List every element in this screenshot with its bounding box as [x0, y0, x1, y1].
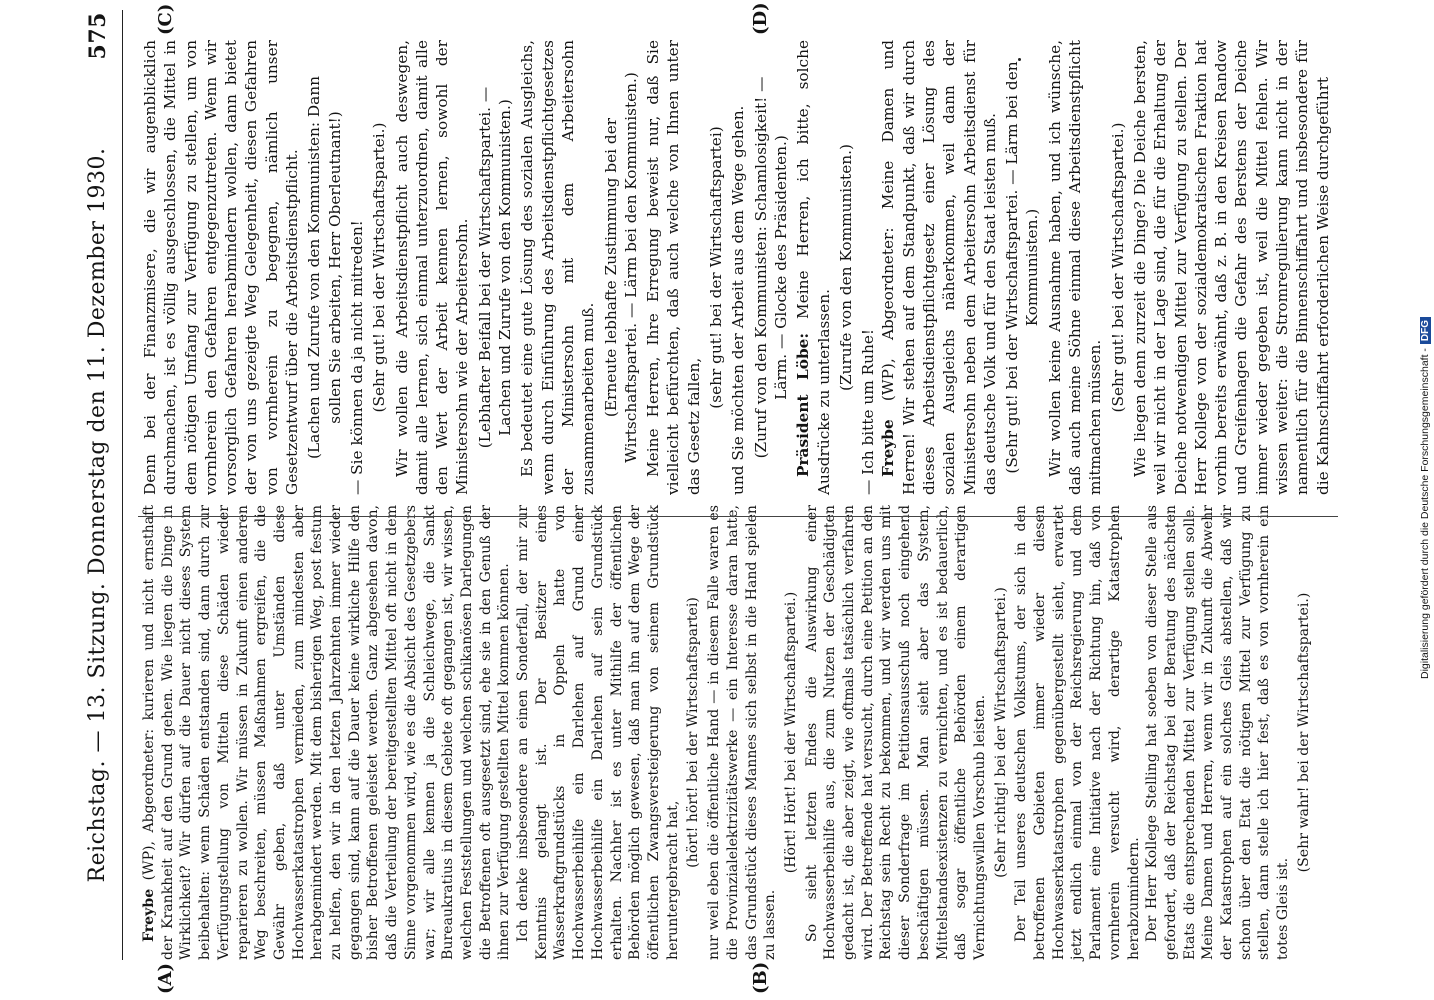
interjection	[782, 505, 801, 960]
side-note	[1410, 8, 1434, 988]
margin-mark-d: (D)	[750, 2, 771, 35]
paragraph-text: (WP), Abgeordneter: Meine Damen und Herren! Wir stehen auf dem Standpunkt, daß wir durch dieses Arbeitsdienstpflichtgesetz einer Lösung des sozialen Ausgleichs näherkommen, weil dann der Ministersohn neben dem Arbeitersohn Arbeitsdienst für das deutsche Volk und für den Staat leisten muß.	[879, 40, 999, 495]
header-title: Reichstag. — 13. Sitzung. Donnerstag den 11. Dezember 1930.	[85, 147, 110, 883]
paragraph-text: und Sie möchten der Arbeit aus dem Wege gehen.	[729, 105, 748, 495]
speaker-name: Freybe	[879, 419, 898, 477]
paragraph-text: (Hört! Hört! bei der Wirtschaftspartei.)	[782, 591, 799, 874]
interjection	[992, 505, 1011, 960]
paragraph-text: Wir wollen die Arbeitsdienstpflicht auch deswegen, damit alle lernen, sich einmal unterzuordnen, damit alle den Wert der Arbeit kennen lernen, sowohl der Ministersohn wie der Arbeitersohn.	[392, 40, 472, 495]
paragraph	[140, 40, 302, 495]
paragraph-text: Ich denke insbesondere an einen Sonderfall, der mir zur Kenntnis gelangt ist. Der Besitzer eines Wasserkraftgrundstücks in Oppeln hatte von Hochwasserbeihilfe ein Darlehen auf Grund einer Hochwasserbeihilfe ein Darlehen auf sein Grundstück erhalten. Nachher ist es unter Mithilfe der öffentlichen Behörden möglich gewesen, daß man ihn auf dem Wege der öffentlichen Zwangsversteigerung von seinem Grundstück heruntergebracht hat,	[515, 505, 681, 960]
scan-speck	[1018, 58, 1021, 61]
paragraph	[728, 40, 748, 495]
paragraph-text: (Sehr richtig! bei der Wirtschaftspartei.)	[992, 587, 1009, 878]
paragraph	[514, 505, 682, 960]
paragraph-text: (Lachen und Zurufe von den Kommunisten: Dann sollen Sie arbeiten, Herr Oberleutnant!)	[305, 76, 344, 459]
margin-mark-b: (B)	[750, 961, 771, 994]
paragraph-text: (Sehr gut! bei der Wirtschaftspartei.)	[370, 122, 389, 413]
interjection	[684, 505, 703, 960]
speaker-name: Freybe	[141, 888, 157, 942]
left-column	[140, 505, 1316, 960]
rotated-page-content	[60, 0, 1360, 1000]
paragraph-text: So sieht letzten Endes die Auswirkung einer Hochwasserbeihilfe aus, die zum Nutzen der Geschädigten gedacht ist, die aber zeigt, wie oftmals tatsächlich verfahren wird. Der Betreffende hat versucht, durch eine Petition an den Reichstag sein Recht zu bekommen, und wir werden uns mit dieser Sonderfrage im Petitionsausschuß noch eingehend beschäftigen müssen. Man sieht aber das System, Mittelstandsexistenzen zu vernichten, und es ist bedauerlich, daß sogar öffentliche Behörden einem derartigen Vernichtungswillen Vorschub leisten.	[803, 505, 988, 960]
interjection	[369, 40, 389, 495]
paragraph	[1012, 505, 1143, 960]
paragraph-text: nur weil eben die öffentliche Hand — in diesem Falle waren es die Provinzialelektrizitätswerke — ein Interesse daran hatte, das Grundstück dieses Mannes sich selbst in die Hand spielen zu lassen.	[706, 505, 779, 960]
paragraph-text: Denn bei der Finanzmisere, die wir augenblicklich durchmachen, ist es völlig ausgeschlossen, die Mittel in dem nötigen Umfang zur Verfügung zu stellen, um von vornherein den Gefahren entgegenzutreten. Wenn wir vorsorglich Gefahren herabmindern wollen, dann bietet der von uns gezeigte Weg Gelegenheit, diesen Gefahren von vornherein zu begegnen, nämlich unser Gesetzentwurf über die Arbeitsdienstpflicht.	[141, 40, 302, 495]
paragraph	[793, 40, 834, 495]
side-note-label: Digitalisierung gefördert durch die Deutsche Forschungsgemeinschaft -	[1419, 348, 1431, 680]
paragraph-text: Wir wollen keine Ausnahme haben, und ich wünsche, daß auch meine Söhne einmal diese Arbeitsdienstpflicht mitmachen müssen.	[1045, 40, 1105, 495]
interjection	[475, 40, 516, 495]
interjection	[751, 40, 792, 495]
paragraph	[140, 505, 514, 960]
interjection	[1002, 40, 1043, 495]
interjection	[601, 40, 642, 495]
paragraph-text: (Sehr wahr! bei der Wirtschaftspartei.)	[1295, 592, 1312, 873]
paragraph-text: Meine Herren, Ihre Erregung beweist nur, daß Sie vielleicht befürchten, daß auch welche von Ihnen unter das Gesetz fallen,	[644, 40, 703, 495]
paragraph	[1045, 40, 1106, 495]
interjection	[304, 40, 345, 495]
paragraph-text: (WP), Abgeordneter: kurieren und nicht ernsthaft der Krankheit auf den Grund gehen. Wie liegen die Dinge in Wirklichkeit? Wir dürfen auf die Dauer nicht dieses System beibehalten: wenn Schäden entstanden sind, dann durch zur Verfügungstellung von Mitteln diese Schäden wieder reparieren zu wollen. Wir müssen in Zukunft einen anderen Weg beschreiten, müssen Maßnahmen ergreifen, die die Gewähr geben, daß unter Umständen diese Hochwasserkatastrophen vermieden, zum mindesten aber herabgemindert werden. Mit dem bisherigen Weg, post festum zu helfen, den wir in den letzten Jahrzehnten immer wieder gegangen sind, kann auf die Dauer keine wirkliche Hilfe den bisher Betroffenen geleistet werden. Ganz abgesehen davon, daß die Verteilung der bereitgestellten Mittel oft nicht in dem Sinne vorgenommen wird, wie es die Absicht des Gesetzgebers war; wir alle kennen ja die Schleichwege, die Sankt Bureaukratius in diesem Gebiete oft gegangen ist, wir wissen, welchen Feststellungen und welchen schikanösen Darlegungen die Betroffenen oft ausgesetzt sind, ehe sie in den Genuß der ihnen zur Verfügung gestellten Mittel kommen können.	[141, 505, 513, 960]
paragraph-text: (hört! hört! bei der Wirtschaftspartei)	[685, 597, 702, 868]
dfg-logo: DFG	[1420, 317, 1431, 344]
page-header	[85, 0, 125, 1000]
paragraph-text: Es bedeutet eine gute Lösung des sozialen Ausgleichs, wenn durch Einführung des Arbeitsdienstpflichtgesetzes der Ministersohn mit dem Arbeitersohn zusammenarbeiten muß.	[518, 40, 598, 495]
column-divider	[138, 516, 1338, 517]
margin-mark-c: (C)	[155, 3, 176, 35]
paragraph-text: (Erneute lebhafte Zustimmung bei der Wirtschaftspartei. — Lärm bei den Kommunisten.)	[601, 72, 640, 463]
paragraph-text: Meine Herren, ich bitte, solche Ausdrücke zu unterlassen.	[794, 40, 833, 495]
interjection	[1108, 40, 1128, 495]
paragraph	[705, 505, 780, 960]
margin-mark-a: (A)	[155, 963, 176, 994]
paragraph	[803, 505, 990, 960]
interjection	[1295, 505, 1314, 960]
paragraph	[643, 40, 704, 495]
header-rule	[122, 10, 123, 960]
paragraph-text: — Sie können da ja nicht mitreden!	[347, 220, 366, 495]
paragraph	[878, 40, 1000, 495]
paragraph	[517, 40, 598, 495]
paragraph	[858, 40, 878, 495]
paragraph-text: (Sehr gut! bei der Wirtschaftspartei. — Lärm bei den Kommunisten.)	[1003, 61, 1042, 474]
paragraph-text: (sehr gut! bei der Wirtschaftspartei)	[707, 126, 726, 409]
paragraph-text: Der Teil unseres deutschen Volkstums, der sich in den betroffenen Gebieten immer wieder diesen Hochwasserkatastrophen gegenübergestellt sieht, erwartet jetzt endlich einmal von der Reichsregierung und dem Parlament eine Initiative nach der Richtung hin, daß von vornherein versucht wird, derartige Katastrophen herabzumindern.	[1013, 505, 1142, 960]
paragraph-text: (Zuruf von den Kommunisten: Schamlosigkeit! — Lärm. — Glocke des Präsidenten.)	[751, 76, 790, 459]
page-number: 575	[85, 12, 111, 60]
right-column	[140, 40, 1333, 495]
paragraph-text: Wie liegen denn zurzeit die Dinge? Die Deiche bersten, weil wir nicht in der Lage sind, die für die Erhaltung der Deiche notwendigen Mittel zur Verfügung zu stellen. Der Herr Kollege von der sozialdemokratischen Fraktion hat vorhin bereits erwähnt, daß z. B. in den Kreisen Randow und Greifenhagen die Gefahr des Berstens der Deiche immer wieder gegeben ist, weil die Mittel fehlen. Wir wissen weiter: die Stromregulierung kann nicht in der namentlich für die Binnenschiffahrt und insbesondere für die Kahnschiffahrt erforderlichen Weise durchgeführt	[1130, 40, 1332, 495]
interjection	[706, 40, 726, 495]
paragraph-text: Der Herr Kollege Stelling hat soeben von dieser Stelle aus gefordert, daß der Reichstag bei der Beratung des nächsten Etats die entsprechenden Mittel zur Verfügung stellen solle. Meine Damen und Herren, wenn wir in Zukunft die Abwehr der Katastrophen auf ein solches Gleis abstellen, daß wir schon über den Etat die nötigen Mittel zur Verfügung zu stellen, dann stelle ich hier fest, daß es von vornherein ein totes Gleis ist.	[1144, 505, 1292, 960]
interjection	[836, 40, 856, 495]
side-note-text	[1419, 8, 1431, 988]
paragraph-text: (Zurufe von den Kommunisten.)	[836, 144, 855, 391]
paragraph	[1130, 40, 1333, 495]
paragraph-text: (Sehr gut! bei der Wirtschaftspartei.)	[1108, 122, 1127, 413]
paragraph	[1143, 505, 1293, 960]
paragraph-text: — Ich bitte um Ruhe!	[859, 328, 878, 495]
paragraph	[347, 40, 367, 495]
speaker-name: Präsident Löbe:	[794, 332, 813, 477]
paragraph-text: (Lebhafter Beifall bei der Wirtschaftspartei. — Lachen und Zurufe von den Kommunisten.)	[475, 86, 515, 449]
paragraph	[392, 40, 473, 495]
